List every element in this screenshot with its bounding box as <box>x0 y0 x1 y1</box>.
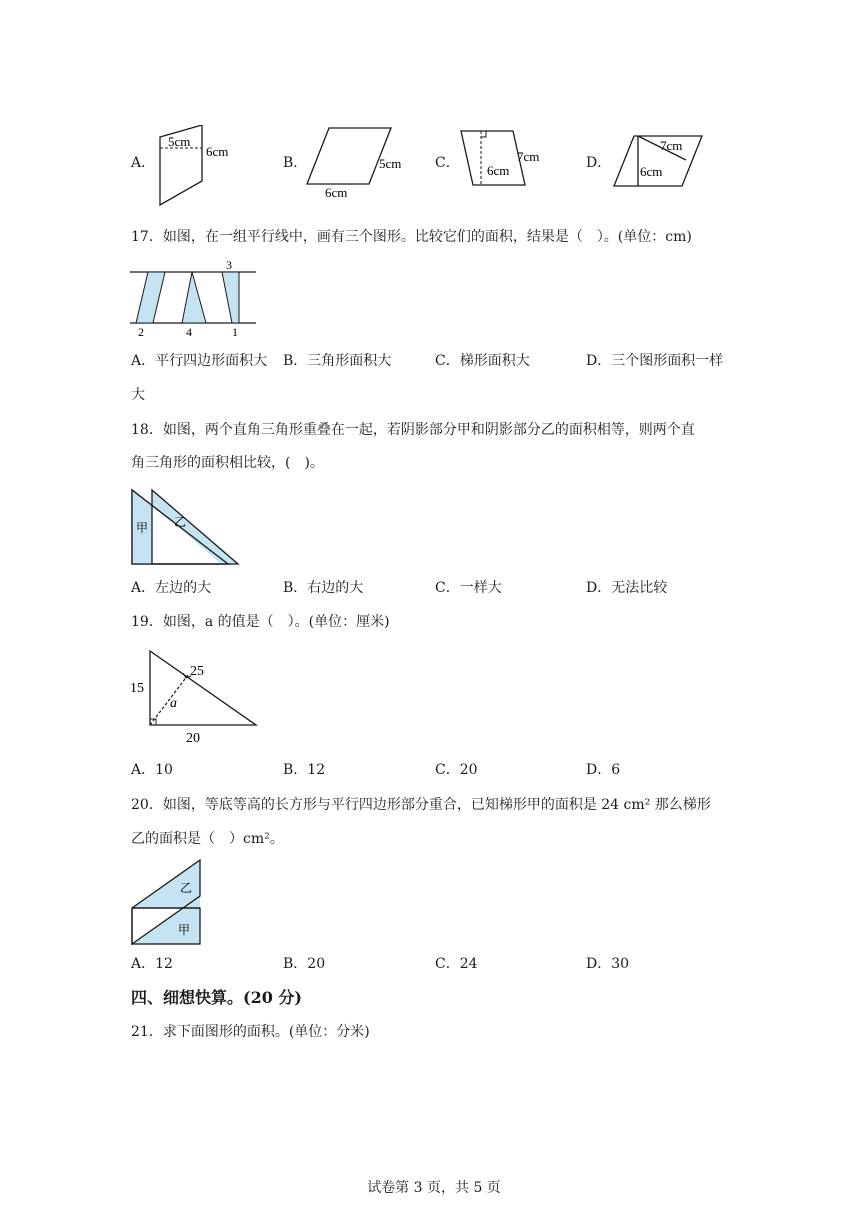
q18-option-c: C．一样大 <box>435 580 502 596</box>
q20-option-d: D．30 <box>586 956 630 972</box>
q20-label-yi: 乙 <box>180 881 193 895</box>
q18-option-d: D．无法比较 <box>586 580 668 596</box>
q17-option-a: A．平行四边形面积大 <box>131 353 268 369</box>
q20-stem-line1: 20．如图，等底等高的长方形与平行四边形部分重合，已知梯形甲的面积是 24 cm² 那么梯形 <box>131 797 711 813</box>
q17-option-c: C．梯形面积大 <box>435 353 530 369</box>
q20-figure <box>128 854 218 950</box>
q16-d-label-7cm: 7cm <box>660 138 683 153</box>
q16-c-label-6cm: 6cm <box>487 163 510 178</box>
q20-option-a: A．12 <box>131 956 173 972</box>
q18-label-jia: 甲 <box>136 521 149 535</box>
q17-figure <box>128 258 263 340</box>
q16-figure-c <box>455 125 555 195</box>
q20-option-b: B．20 <box>283 956 326 972</box>
q17-option-d: D．三个图形面积一样 <box>586 353 724 369</box>
q18-stem-line2: 角三角形的面积相比较，( )。 <box>131 455 324 471</box>
q17-label-4: 4 <box>186 325 192 339</box>
q16-c-label-7cm: 7cm <box>517 149 540 164</box>
q20-label-jia: 甲 <box>178 923 191 937</box>
q16-d-label-6cm: 6cm <box>640 164 663 179</box>
q18-option-a: A．左边的大 <box>131 580 212 596</box>
q18-stem-line1: 18．如图，两个直角三角形重叠在一起，若阴影部分甲和阴影部分乙的面积相等，则两个直 <box>131 422 695 438</box>
q17-label-2: 2 <box>138 325 144 339</box>
q19-figure <box>128 645 268 745</box>
q21-stem: 21．求下面图形的面积。(单位：分米) <box>131 1024 370 1040</box>
q19-option-c: C．20 <box>435 762 478 778</box>
q16-figure-a <box>150 125 240 210</box>
q16-option-a-letter: A． <box>131 155 156 171</box>
q19-label-25: 25 <box>190 664 204 679</box>
q16-option-d-letter: D． <box>586 155 612 171</box>
q20-option-c: C．24 <box>435 956 478 972</box>
q18-label-yi: 乙 <box>174 515 187 529</box>
q17-option-d-wrap: 大 <box>131 387 145 403</box>
q17-option-b: B．三角形面积大 <box>283 353 392 369</box>
q18-option-b: B．右边的大 <box>283 580 364 596</box>
q17-label-1: 1 <box>232 325 238 339</box>
q17-label-3: 3 <box>226 258 232 272</box>
q18-figure <box>128 484 246 568</box>
q16-b-label-6cm: 6cm <box>325 185 348 200</box>
q16-b-label-5cm: 5cm <box>379 156 402 171</box>
q16-figure-d <box>608 130 708 195</box>
q16-a-label-5cm: 5cm <box>168 134 191 149</box>
q16-option-b-letter: B． <box>283 155 308 171</box>
page-footer: 试卷第 3 页，共 5 页 <box>367 1180 501 1196</box>
q17-stem: 17．如图，在一组平行线中，画有三个图形。比较它们的面积，结果是（ ）。(单位：cm) <box>131 229 692 245</box>
q19-label-a: a <box>170 696 177 711</box>
q16-a-label-6cm: 6cm <box>206 144 229 159</box>
q16-option-c-letter: C． <box>435 155 460 171</box>
q20-stem-line2: 乙的面积是（ ）cm²。 <box>131 831 284 847</box>
q19-label-20: 20 <box>186 731 200 745</box>
q19-option-b: B．12 <box>283 762 326 778</box>
q19-label-15: 15 <box>130 681 144 696</box>
q19-option-d: D．6 <box>586 762 621 778</box>
q19-stem: 19．如图，a 的值是（ ）。(单位：厘米) <box>131 614 390 630</box>
q16-figure-b <box>305 122 415 202</box>
section-4-title: 四、细想快算。(20 分) <box>131 988 302 1007</box>
q19-option-a: A．10 <box>131 762 173 778</box>
